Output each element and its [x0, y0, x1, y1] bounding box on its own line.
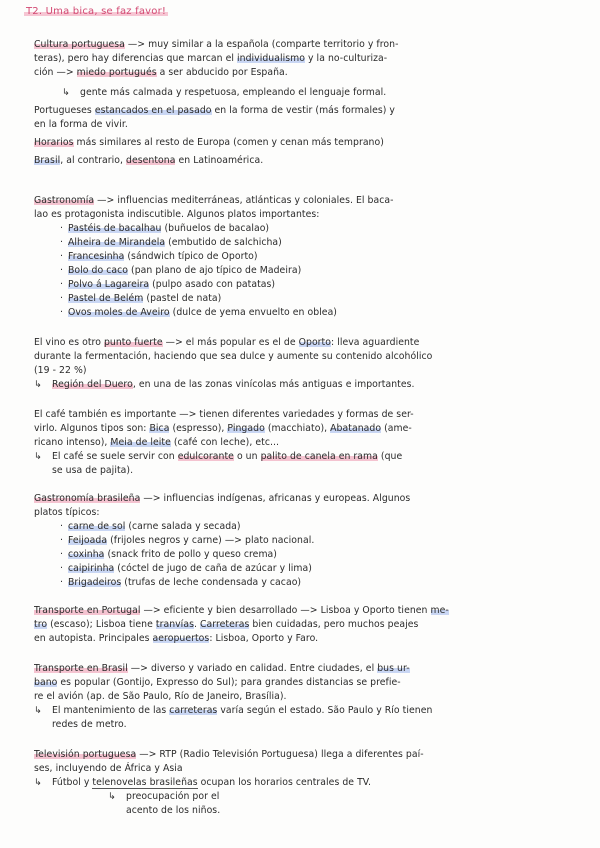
text-line: [34, 194, 582, 208]
text-line: [34, 378, 582, 392]
dish-name: Feijoada: [68, 535, 108, 546]
text-span: : Lisboa, Oporto y Faro.: [209, 633, 319, 644]
text-span: El vino es otro: [34, 337, 104, 348]
highlight-term: bano: [34, 677, 58, 688]
highlight-term: Abatanado: [330, 423, 382, 434]
highlight-term: Transporte en Portugal: [34, 605, 141, 616]
text-line: [34, 718, 582, 732]
list-item: · Polvo á Lagareira (pulpo asado con patatas): [60, 279, 276, 290]
list-item: · Brigadeiros (trufas de leche condensada y cacao): [60, 577, 302, 588]
highlight-term: individualismo: [237, 53, 305, 64]
section-gastronomia: [34, 194, 582, 320]
text-line: [34, 136, 582, 150]
highlight-term: palito de canela en rama: [260, 451, 378, 462]
highlight-term: desentona: [126, 155, 176, 166]
text-span: .: [193, 619, 200, 630]
highlight-term: Carreteras: [199, 619, 250, 630]
highlight-term: Gastronomía: [34, 195, 95, 206]
highlight-term: tranvías: [155, 619, 194, 630]
dish-desc: (embutido de salchicha): [165, 237, 282, 248]
text-span: en Latinoamérica.: [175, 155, 264, 166]
text-span: gente más calmada y respetuosa, empleando el lenguaje formal.: [80, 87, 387, 98]
highlight-term: Región del Duero: [52, 379, 133, 390]
dish-name: Francesinha: [68, 251, 125, 262]
text-span: Portugueses: [34, 105, 95, 116]
highlight-term: aeropuertos: [152, 633, 210, 644]
section-gastronomia-brasil: [34, 492, 582, 590]
highlight-term: Pingado: [227, 423, 265, 434]
text-span: bien cuidadas, pero muchos peajes: [249, 619, 419, 630]
text-line: [34, 506, 582, 520]
text-span: (escaso); Lisboa tiene: [47, 619, 156, 630]
list-item: · Francesinha (sándwich típico de Oporto): [60, 251, 258, 262]
text-span: más similares al resto de Europa (comen y cenan más temprano): [73, 137, 384, 148]
text-span: , al contrario,: [60, 155, 127, 166]
highlight-term: edulcorante: [177, 451, 234, 462]
text-span: El mantenimiento de las: [52, 705, 170, 716]
dish-name: Brigadeiros: [68, 577, 122, 588]
dish-list: [34, 520, 582, 590]
underlined-term: telenovelas brasileñas: [92, 777, 198, 788]
dish-name: Pastéis de bacalhau: [68, 223, 162, 234]
page-title: T2. Uma bica, se faz favor!: [26, 6, 167, 17]
highlight-term: Horarios: [34, 137, 74, 148]
text-span: Fútbol y: [52, 777, 93, 788]
text-line: [34, 790, 582, 804]
text-span: (café con leche), etc...: [170, 437, 280, 448]
text-line: [34, 52, 582, 66]
dish-name: Ovos moles de Aveiro: [68, 307, 170, 318]
list-item: · Alheira de Mirandela (embutido de salchicha): [60, 237, 282, 248]
list-item: · Bolo do caco (pan plano de ajo típico de Madeira): [60, 265, 302, 276]
highlight-term: Oporto: [298, 337, 331, 348]
text-span: (ame-: [381, 423, 412, 434]
dish-desc: (dulce de yema envuelto en oblea): [169, 307, 337, 318]
section-cultura: [34, 38, 582, 168]
hook-arrow-icon: ↳: [34, 379, 42, 390]
text-span: El café también es importante —> tienen diferentes variedades y formas de ser-: [34, 409, 414, 420]
text-line: [34, 618, 582, 632]
dish-desc: (buñuelos de bacalao): [161, 223, 270, 234]
text-line: [34, 690, 582, 704]
text-span: —> muy similar a la española (comparte territorio y fron-: [124, 39, 399, 50]
text-line: [34, 86, 582, 100]
highlight-term: tro: [34, 619, 48, 630]
text-span: —> influencias mediterráneas, atlánticas y coloniales. El baca-: [94, 195, 394, 206]
list-item: · Ovos moles de Aveiro (dulce de yema envuelto en oblea): [60, 307, 337, 318]
text-span: en autopista. Principales: [34, 633, 153, 644]
highlight-term: Gastronomía brasileña: [34, 493, 141, 504]
dish-desc: (cóctel de jugo de caña de azúcar y lima): [114, 563, 312, 574]
highlight-term: carreteras: [169, 705, 218, 716]
text-span: redes de metro.: [52, 719, 127, 730]
text-span: varía según el estado. São Paulo y Río tienen: [217, 705, 433, 716]
text-line: [34, 776, 582, 790]
text-span: a ser abducido por España.: [156, 67, 288, 78]
text-line: [34, 662, 582, 676]
dish-desc: (pulpo asado con patatas): [149, 279, 276, 290]
text-span: en la forma de vestir (más formales) y: [211, 105, 395, 116]
dish-name: Polvo á Lagareira: [68, 279, 150, 290]
text-line: [34, 762, 582, 776]
dish-name: Bolo do caco: [68, 265, 129, 276]
text-span: durante la fermentación, haciendo que sea dulce y aumente su contenido alcohólico: [34, 351, 433, 362]
list-item: · caipirinha (cóctel de jugo de caña de azúcar y lima): [60, 563, 312, 574]
text-span: o un: [233, 451, 261, 462]
text-span: (espresso),: [169, 423, 228, 434]
list-item: · Pastéis de bacalhau (buñuelos de bacalao): [60, 223, 270, 234]
section-transporte-portugal: [34, 604, 582, 646]
highlight-term: Cultura portuguesa: [34, 39, 125, 50]
highlight-term: Televisión portuguesa: [34, 749, 137, 760]
section-vino: [34, 336, 582, 392]
text-span: re el avión (ap. de São Paulo, Río de Janeiro, Brasília).: [34, 691, 287, 702]
dish-name: caipirinha: [68, 563, 115, 574]
text-span: —> RTP (Radio Televisión Portuguesa) llega a diferentes paí-: [136, 749, 424, 760]
text-line: [34, 704, 582, 718]
text-line: [34, 66, 582, 80]
text-line: [34, 364, 582, 378]
dish-desc: (pastel de nata): [143, 293, 222, 304]
text-line: [34, 804, 582, 818]
text-line: [34, 422, 582, 436]
text-span: ción —>: [34, 67, 77, 78]
text-line: [34, 336, 582, 350]
section-transporte-brasil: [34, 662, 582, 732]
hook-arrow-icon: ↳: [34, 705, 42, 716]
dish-desc: (carne salada y secada): [125, 521, 241, 532]
section-television: [34, 748, 582, 818]
hook-arrow-icon: ↳: [34, 451, 42, 462]
text-span: ses, incluyendo de África y Asia: [34, 763, 183, 774]
dish-desc: (pan plano de ajo típico de Madeira): [128, 265, 302, 276]
text-span: preocupación por el: [126, 791, 220, 802]
text-line: [34, 604, 582, 618]
text-span: teras), pero hay diferencias que marcan el: [34, 53, 237, 64]
list-item: · coxinha (snack frito de pollo y queso crema): [60, 549, 277, 560]
text-span: , en una de las zonas vinícolas más antiguas e importantes.: [132, 379, 415, 390]
text-span: y la no-culturiza-: [305, 53, 388, 64]
hook-arrow-icon: ↳: [62, 87, 70, 98]
highlight-term: Brasil: [34, 155, 61, 166]
hook-arrow-icon: ↳: [34, 777, 42, 788]
dish-desc: (trufas de leche condensada y cacao): [121, 577, 302, 588]
text-line: [34, 208, 582, 222]
text-span: se usa de pajita).: [52, 465, 134, 476]
text-span: El café se suele servir con: [52, 451, 178, 462]
text-line: [34, 450, 582, 464]
highlight-term: Transporte en Brasil: [34, 663, 128, 674]
dish-desc: (snack frito de pollo y queso crema): [104, 549, 277, 560]
text-span: ricano intenso),: [34, 437, 111, 448]
text-span: (macchiato),: [264, 423, 331, 434]
text-span: ocupan los horarios centrales de TV.: [197, 777, 372, 788]
text-span: : lleva aguardiente: [331, 337, 420, 348]
dish-name: carne de sol: [68, 521, 126, 532]
text-span: —> diverso y variado en calidad. Entre ciudades, el: [127, 663, 378, 674]
list-item: · carne de sol (carne salada y secada): [60, 521, 241, 532]
text-span: es popular (Gontijo, Expresso do Sul); para grandes distancias se prefie-: [57, 677, 401, 688]
dish-desc: (frijoles negros y carne) —> plato nacional.: [107, 535, 315, 546]
text-span: —> el más popular es el de: [162, 337, 299, 348]
list-item: · Feijoada (frijoles negros y carne) —> plato nacional.: [60, 535, 315, 546]
highlight-term: punto fuerte: [103, 337, 163, 348]
highlight-term: bus ur-: [377, 663, 410, 674]
text-span: lao es protagonista indiscutible. Algunos platos importantes:: [34, 209, 320, 220]
section-cafe: [34, 408, 582, 478]
text-span: acento de los niños.: [126, 805, 221, 816]
text-span: en la forma de vivir.: [34, 119, 128, 130]
hook-arrow-icon: ↳: [108, 791, 116, 802]
text-line: [34, 436, 582, 450]
text-line: [34, 408, 582, 422]
highlight-term: me-: [430, 605, 449, 616]
highlight-term: miedo portugués: [76, 67, 157, 78]
text-line: [34, 118, 582, 132]
highlight-term: estancados en el pasado: [94, 105, 212, 116]
text-span: virlo. Algunos tipos son:: [34, 423, 150, 434]
dish-name: coxinha: [68, 549, 105, 560]
text-line: [34, 464, 582, 478]
text-line: [34, 38, 582, 52]
highlight-term: Bica: [149, 423, 170, 434]
text-line: [34, 350, 582, 364]
text-span: platos típicos:: [34, 507, 100, 518]
text-line: [34, 492, 582, 506]
dish-list: [34, 222, 582, 320]
list-item: · Pastel de Belém (pastel de nata): [60, 293, 222, 304]
text-line: [34, 104, 582, 118]
text-span: (que: [377, 451, 403, 462]
text-span: —> eficiente y bien desarrollado —> Lisboa y Oporto tienen: [140, 605, 431, 616]
text-line: [34, 154, 582, 168]
text-span: —> influencias indígenas, africanas y europeas. Algunos: [140, 493, 411, 504]
highlight-term: Meia de leite: [110, 437, 171, 448]
dish-desc: (sándwich típico de Oporto): [124, 251, 258, 262]
dish-name: Pastel de Belém: [68, 293, 144, 304]
text-line: [34, 632, 582, 646]
text-span: (19 - 22 %): [34, 365, 87, 376]
dish-name: Alheira de Mirandela: [68, 237, 166, 248]
text-line: [34, 748, 582, 762]
text-line: [34, 676, 582, 690]
